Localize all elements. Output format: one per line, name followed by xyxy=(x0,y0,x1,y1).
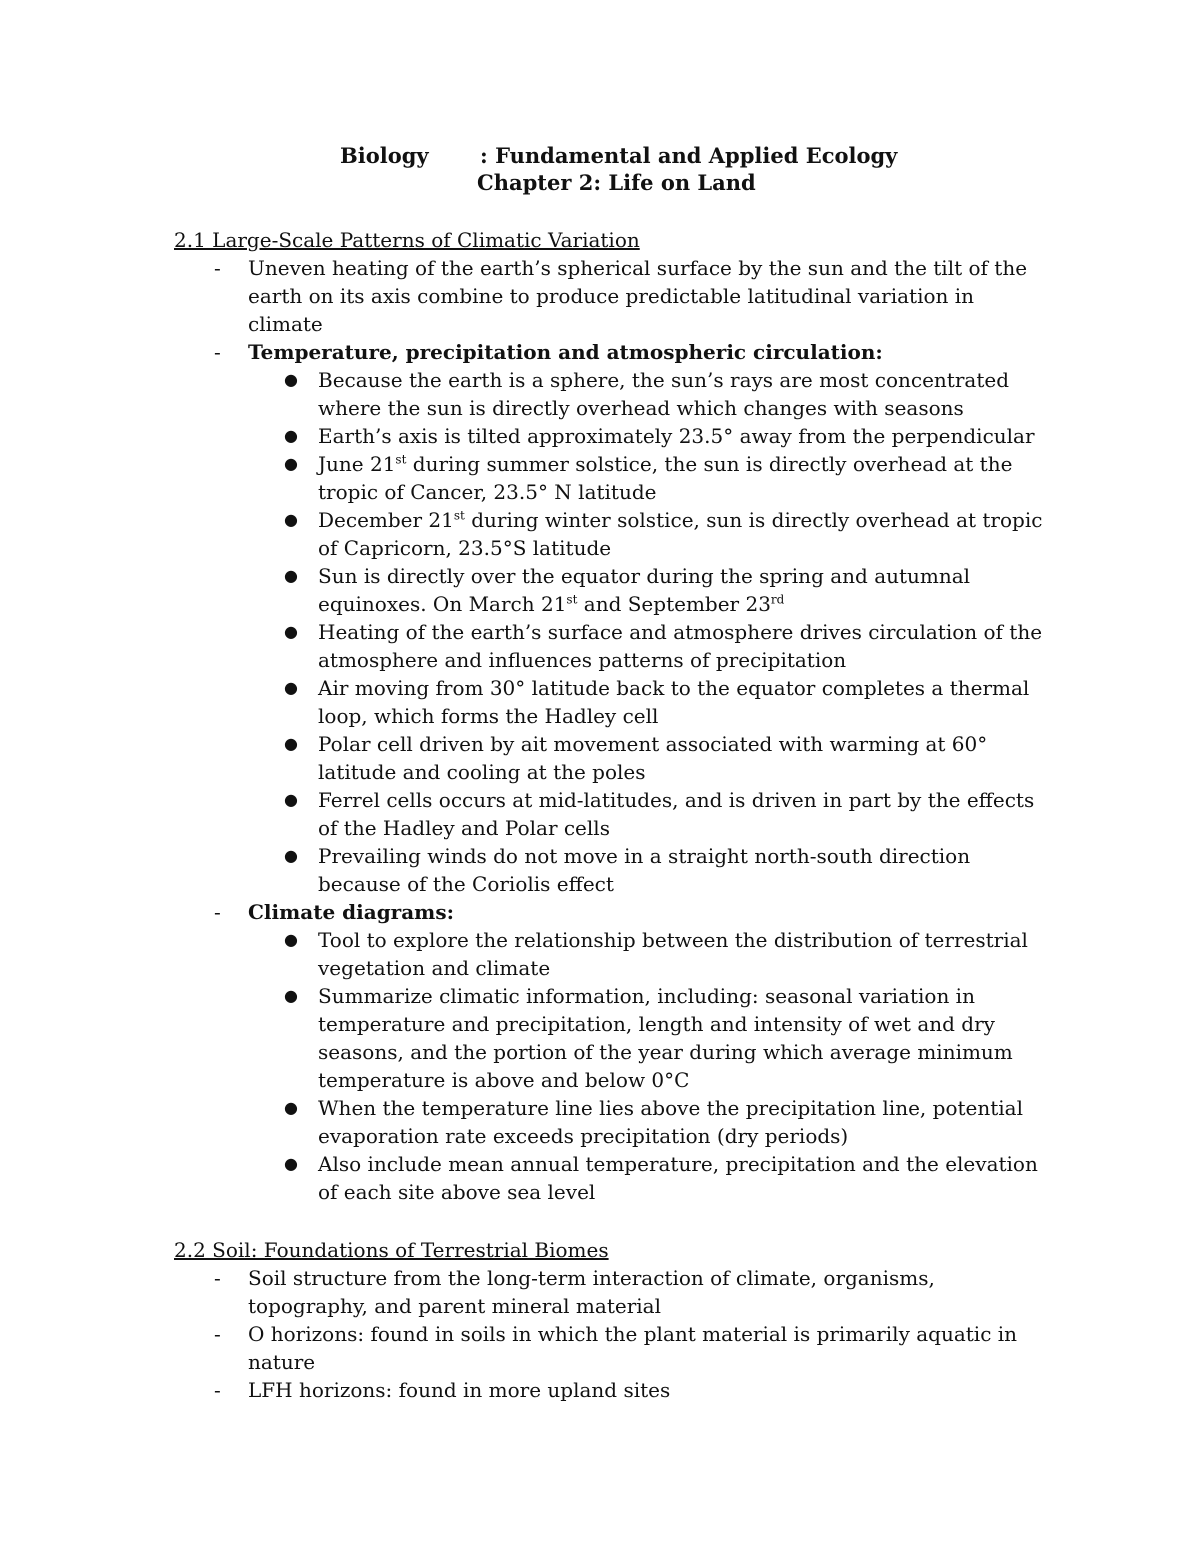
section-title: 2.1 Large-Scale Patterns of Climatic Variation xyxy=(174,228,640,252)
bullet-marker: ● xyxy=(284,510,298,529)
list-item-text xyxy=(318,508,1042,560)
bullet-list-item xyxy=(174,982,1054,1094)
bullet-marker: ● xyxy=(284,566,298,585)
subheading: Climate diagrams: xyxy=(248,900,454,924)
list-item-text: Because the earth is a sphere, the sun’s rays are most concentrated where the sun is directly overhead which changes with seasons xyxy=(318,368,1009,420)
superscript: rd xyxy=(770,592,785,607)
list-item-text: Uneven heating of the earth’s spherical surface by the sun and the tilt of the earth on its axis combine to produce predictable latitudinal variation in climate xyxy=(248,256,1028,336)
bullet-marker: ● xyxy=(284,622,298,641)
list-item-text: Earth’s axis is tilted approximately 23.5° away from the perpendicular xyxy=(318,424,1035,448)
superscript: st xyxy=(566,592,578,607)
bullet-marker: ● xyxy=(284,986,298,1005)
list-item-text: Summarize climatic information, including: seasonal variation in temperature and precipitation, length and intensity of wet and dry seasons, and the portion of the year during which average minimum temperature is above and below 0°C xyxy=(318,984,1013,1092)
bullet-list-item xyxy=(174,786,1054,842)
list-item-text: Prevailing winds do not move in a straight north-south direction because of the Coriolis effect xyxy=(318,844,971,896)
dash-list-item xyxy=(174,1376,1054,1404)
bullet-marker: ● xyxy=(284,426,298,445)
bullet-list-item xyxy=(174,926,1054,982)
list-item-text: Polar cell driven by ait movement associated with warming at 60° latitude and cooling at the poles xyxy=(318,732,988,784)
bullet-marker: ● xyxy=(284,734,298,753)
dash-marker: - xyxy=(214,900,221,924)
list-item-text: Ferrel cells occurs at mid-latitudes, and is driven in part by the effects of the Hadley and Polar cells xyxy=(318,788,1035,840)
text-run: and September 23 xyxy=(577,592,771,616)
list-item-text xyxy=(318,452,1012,504)
dash-list-item xyxy=(174,254,1054,338)
bullet-marker: ● xyxy=(284,930,298,949)
bullet-marker: ● xyxy=(284,1098,298,1117)
bullet-list-item xyxy=(174,730,1054,786)
dash-marker: - xyxy=(214,1378,221,1402)
section-soil xyxy=(174,1236,1054,1404)
list-item-text: Soil structure from the long-term interaction of climate, organisms, topography, and parent mineral material xyxy=(248,1266,935,1318)
section-large-scale-patterns xyxy=(174,226,1054,1206)
dash-marker: - xyxy=(214,1266,221,1290)
list-item-text: Tool to explore the relationship between the distribution of terrestrial vegetation and climate xyxy=(318,928,1028,980)
bullet-list-item xyxy=(174,618,1054,674)
bullet-marker: ● xyxy=(284,678,298,697)
bullet-marker: ● xyxy=(284,370,298,389)
list-item-text: When the temperature line lies above the precipitation line, potential evaporation rate exceeds precipitation (dry periods) xyxy=(318,1096,1023,1148)
bullet-list-item xyxy=(174,506,1054,562)
dash-marker: - xyxy=(214,256,221,280)
text-run: June 21 xyxy=(318,452,396,476)
bullet-marker: ● xyxy=(284,454,298,473)
dash-list-item xyxy=(174,898,1054,926)
header-chapter-title: Chapter 2: Life on Land xyxy=(477,170,756,195)
bullet-marker: ● xyxy=(284,790,298,809)
dash-list-item xyxy=(174,1264,1054,1320)
superscript: st xyxy=(453,508,465,523)
bullet-marker: ● xyxy=(284,1154,298,1173)
section-title: 2.2 Soil: Foundations of Terrestrial Biomes xyxy=(174,1238,609,1262)
bullet-list-item xyxy=(174,1150,1054,1206)
list-item-text: Air moving from 30° latitude back to the equator completes a thermal loop, which forms the Hadley cell xyxy=(318,676,1030,728)
list-item-text: LFH horizons: found in more upland sites xyxy=(248,1378,671,1402)
text-run: Sun is directly over the equator during the spring and autumnal equinoxes. On March 21 xyxy=(318,564,971,616)
list-item-text: Also include mean annual temperature, precipitation and the elevation of each site above sea level xyxy=(318,1152,1038,1204)
list-item-text: O horizons: found in soils in which the plant material is primarily aquatic in nature xyxy=(248,1322,1018,1374)
dash-marker: - xyxy=(214,340,221,364)
dash-marker: - xyxy=(214,1322,221,1346)
header-course-title: : Fundamental and Applied Ecology xyxy=(480,143,898,168)
bullet-list-item xyxy=(174,1094,1054,1150)
text-run: December 21 xyxy=(318,508,454,532)
superscript: st xyxy=(395,452,407,467)
dash-list-item xyxy=(174,338,1054,366)
list-item-text: Heating of the earth’s surface and atmosphere drives circulation of the atmosphere and influences patterns of precipitation xyxy=(318,620,1043,672)
dash-list-item xyxy=(174,1320,1054,1376)
bullet-list-item xyxy=(174,366,1054,422)
text-run: during summer solstice, the sun is directly overhead at the tropic of Cancer, 23.5° N latitude xyxy=(318,452,1013,504)
bullet-list-item xyxy=(174,562,1054,618)
bullet-list-item xyxy=(174,450,1054,506)
text-run: during winter solstice, sun is directly overhead at tropic of Capricorn, 23.5°S latitude xyxy=(318,508,1043,560)
bullet-list-item xyxy=(174,422,1054,450)
bullet-list-item xyxy=(174,842,1054,898)
bullet-list-item xyxy=(174,674,1054,730)
header-subject: Biology xyxy=(340,143,429,168)
list-item-text xyxy=(318,564,970,616)
subheading: Temperature, precipitation and atmospheric circulation: xyxy=(248,340,883,364)
bullet-marker: ● xyxy=(284,846,298,865)
